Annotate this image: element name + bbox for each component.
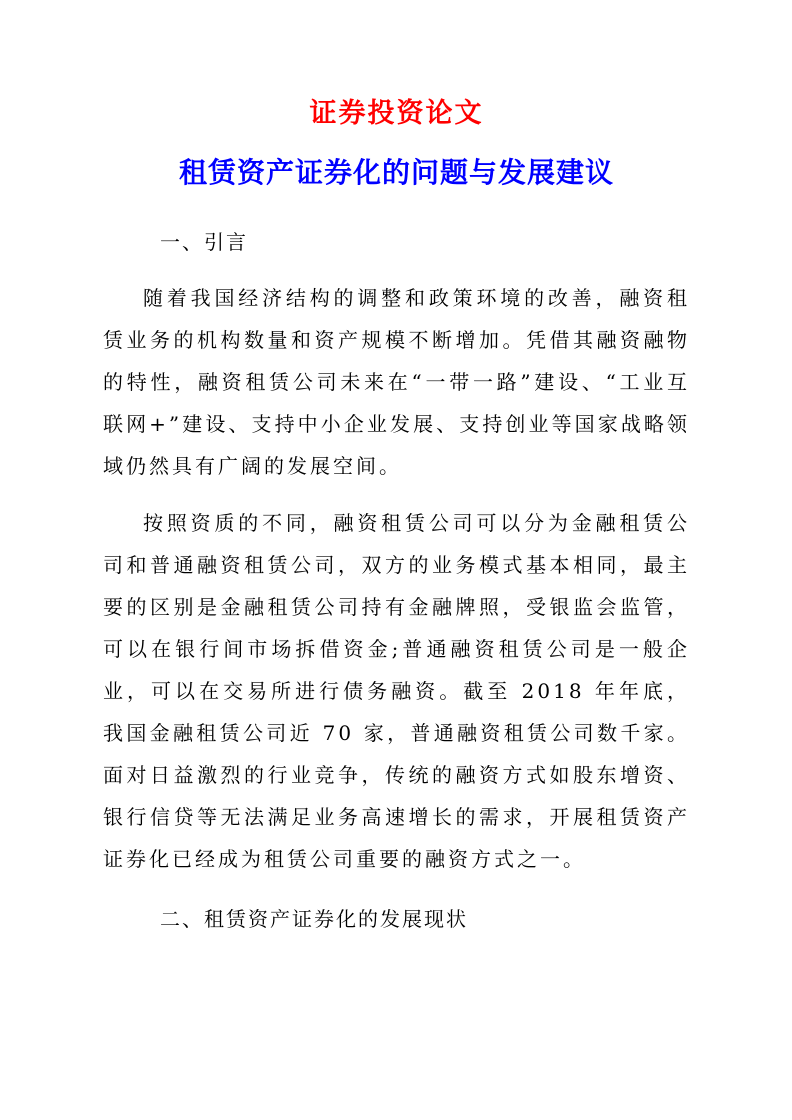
document-subtitle: 租赁资产证券化的问题与发展建议: [178, 156, 614, 190]
section-heading-development-status: 二、租赁资产证券化的发展现状: [160, 907, 468, 932]
document-title: 证券投资论文: [309, 98, 484, 129]
section-introduction: [103, 221, 690, 880]
paragraph-2: 按照资质的不同，融资租赁公司可以分为金融租赁公司和普通融资租赁公司，双方的业务模式基本相同，最主要的区别是金融租赁公司持有金融牌照，受银监会监管，可以在银行间市场拆借资金;普通融资租赁公司是一般企业，可以在交易所进行债务融资。截至 2018 年年底，我国金融租赁公司近 70 家，普通融资租赁公司数千家。面对日益激烈的行业竞争，传统的融资方式如股东增资、银行信贷等无法满足业务高速增长的需求，开展租赁资产证券化已经成为租赁公司重要的融资方式之一。: [103, 511, 690, 872]
paragraph-1: 随着我国经济结构的调整和政策环境的改善，融资租赁业务的机构数量和资产规模不断增加。凭借其融资融物的特性，融资租赁公司未来在“一带一路”建设、“工业互联网+”建设、支持中小企业发展、支持创业等国家战略领域仍然具有广阔的发展空间。: [103, 286, 690, 479]
section-development-status: [103, 898, 690, 940]
section-heading-introduction: 一、引言: [160, 230, 248, 255]
